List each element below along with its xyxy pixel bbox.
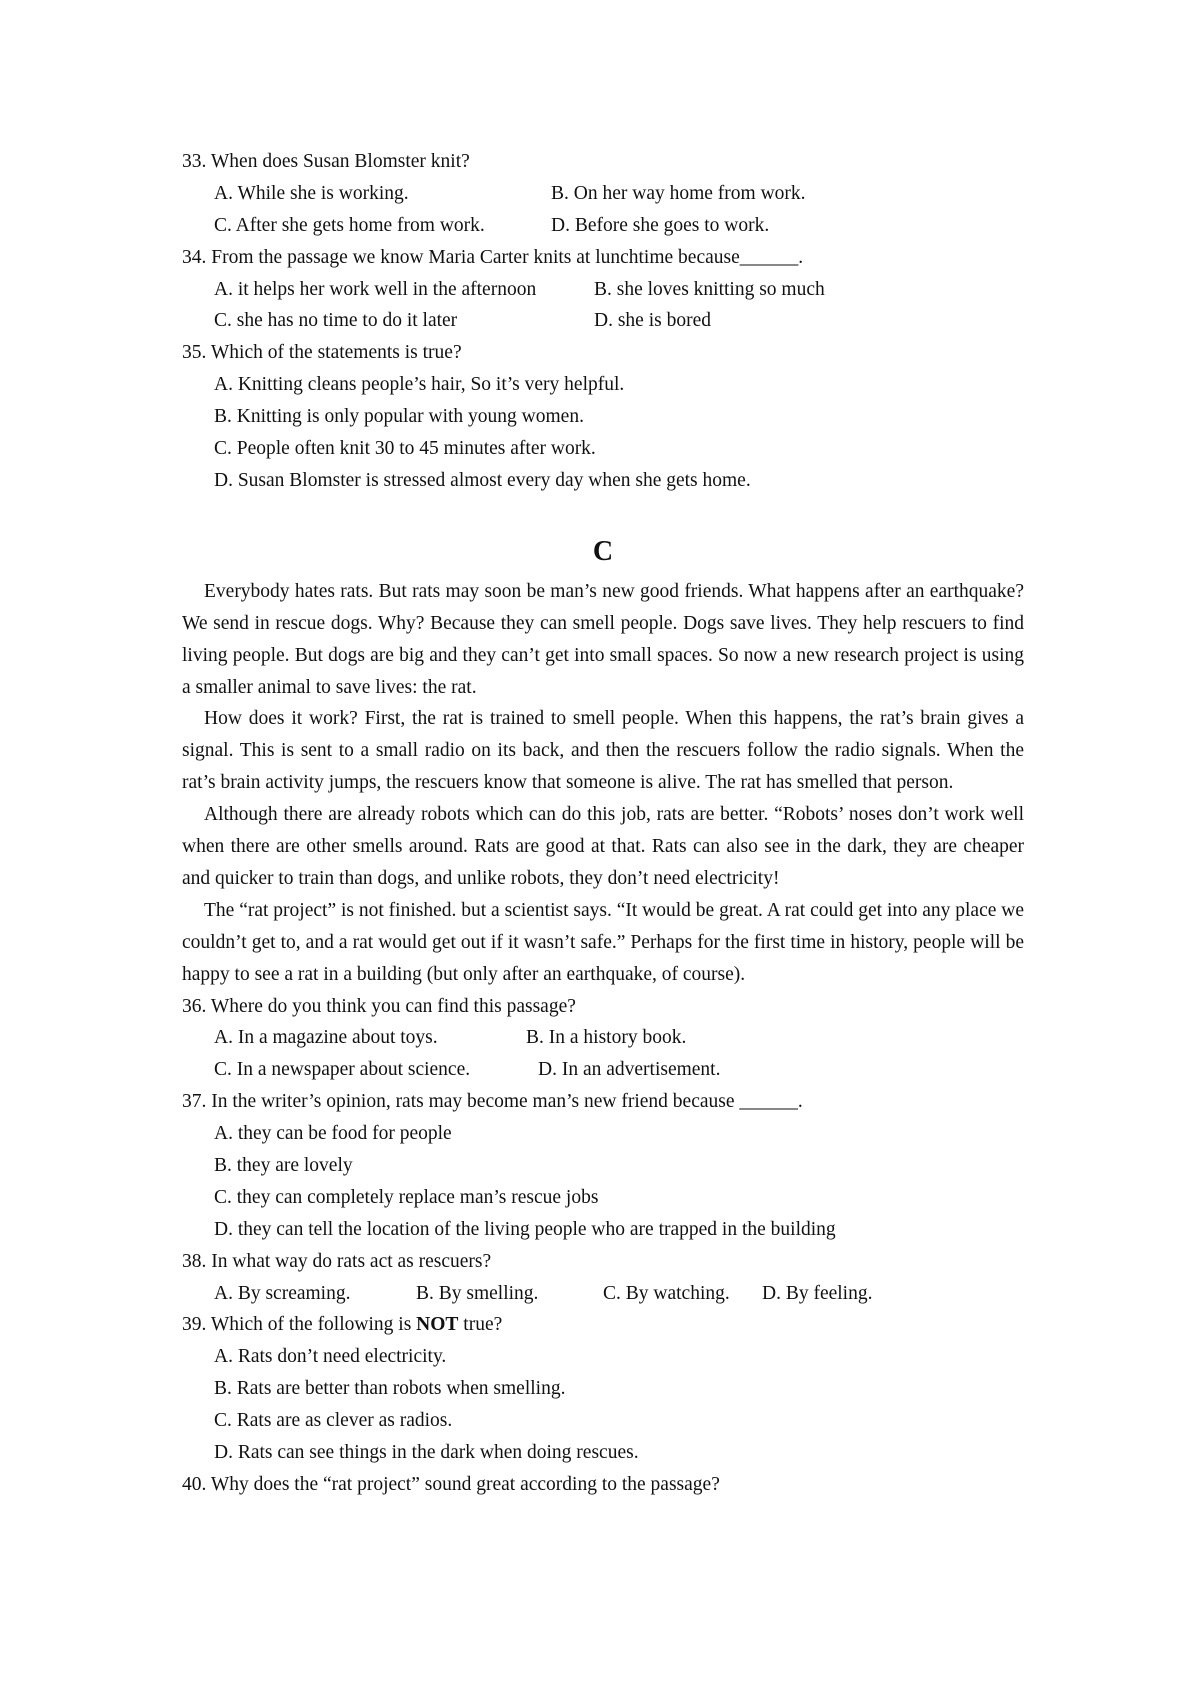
exam-page — [182, 146, 1024, 1501]
question-39-stem: 39. Which of the following is NOT true? — [182, 1314, 503, 1336]
option-a: A. Knitting cleans people’s hair, So it’s very helpful. — [214, 374, 625, 396]
option-d: D. Susan Blomster is stressed almost every day when she gets home. — [214, 469, 751, 491]
option-d: D. By feeling. — [762, 1282, 873, 1304]
option-d: D. she is bored — [594, 310, 711, 332]
passage-paragraph-4: The “rat project” is not finished. but a scientist says. “It would be great. A rat could get into any place we couldn’t get to, and a rat would get out if it wasn’t safe.” Perhaps for the first time in history, people will be happy to see a rat in a building (but only after an earthquake, of course). — [182, 899, 1024, 985]
option-c: C. she has no time to do it later — [214, 310, 458, 332]
option-c: C. People often knit 30 to 45 minutes after work. — [214, 438, 596, 460]
question-36-stem: 36. Where do you think you can find this passage? — [182, 995, 576, 1017]
question-38-stem: 38. In what way do rats act as rescuers? — [182, 1250, 492, 1272]
option-a: A. it helps her work well in the afternoon — [214, 278, 537, 300]
question-40-stem: 40. Why does the “rat project” sound great according to the passage? — [182, 1473, 720, 1495]
question-38-options-row — [182, 1278, 1024, 1310]
option-b: B. she loves knitting so much — [594, 278, 825, 300]
passage-paragraph-1: Everybody hates rats. But rats may soon be man’s new good friends. What happens after an earthquake? We send in rescue dogs. Why? Because they can smell people. Dogs save lives. They help rescuers to find living people. But dogs are big and they can’t get into small spaces. So now a new research project is using a smaller animal to save lives: the rat. — [182, 580, 1024, 698]
option-c: C. By watching. — [603, 1282, 730, 1304]
option-c: C. they can completely replace man’s rescue jobs — [214, 1186, 599, 1208]
option-b: B. they are lovely — [214, 1155, 353, 1177]
passage-paragraph-2: How does it work? First, the rat is trained to smell people. When this happens, the rat’s brain gives a signal. This is sent to a small radio on its back, and then the rescuers follow the radio signals. When the rat’s brain activity jumps, the rescuers know that someone is alive. The rat has smelled that person. — [182, 708, 1024, 794]
question-36-options-row-2 — [182, 1054, 1024, 1086]
option-a: A. By screaming. — [214, 1282, 351, 1304]
option-b: B. Knitting is only popular with young women. — [214, 406, 584, 428]
option-c: C. In a newspaper about science. — [214, 1059, 471, 1081]
option-c: C. Rats are as clever as radios. — [214, 1410, 453, 1432]
option-b: B. By smelling. — [416, 1282, 539, 1304]
question-36-options-row-1 — [182, 1022, 1024, 1054]
reading-passage — [182, 576, 1024, 991]
question-33-options-row-1 — [182, 178, 1024, 210]
question-33-options-row-2 — [182, 210, 1024, 242]
option-a: A. Rats don’t need electricity. — [214, 1346, 447, 1368]
option-a: A. While she is working. — [214, 182, 409, 204]
option-a: A. they can be food for people — [214, 1123, 452, 1145]
question-34-stem: 34. From the passage we know Maria Carter knits at lunchtime because______. — [182, 246, 804, 268]
option-d: D. Before she goes to work. — [551, 214, 770, 236]
option-b: B. Rats are better than robots when smelling. — [214, 1378, 566, 1400]
option-b: B. On her way home from work. — [551, 182, 806, 204]
question-34-options-row-2 — [182, 305, 1024, 337]
section-heading: C — [592, 535, 614, 567]
question-35-stem: 35. Which of the statements is true? — [182, 342, 462, 364]
emphasis-not: NOT — [416, 1314, 459, 1336]
passage-paragraph-3: Although there are already robots which can do this job, rats are better. “Robots’ noses don’t work well when there are other smells around. Rats are good at that. Rats can also see in the dark, they are cheaper and quicker to train than dogs, and unlike robots, they don’t need electricity! — [182, 804, 1024, 889]
option-d: D. Rats can see things in the dark when doing rescues. — [214, 1442, 639, 1464]
question-37-stem: 37. In the writer’s opinion, rats may become man’s new friend because ______. — [182, 1091, 803, 1113]
question-34-options-row-1 — [182, 274, 1024, 306]
question-33-stem: 33. When does Susan Blomster knit? — [182, 151, 470, 172]
option-c: C. After she gets home from work. — [214, 214, 485, 236]
option-b: B. In a history book. — [526, 1027, 687, 1049]
option-d: D. In an advertisement. — [538, 1059, 721, 1081]
option-a: A. In a magazine about toys. — [214, 1027, 438, 1049]
option-d: D. they can tell the location of the living people who are trapped in the building — [214, 1218, 836, 1240]
